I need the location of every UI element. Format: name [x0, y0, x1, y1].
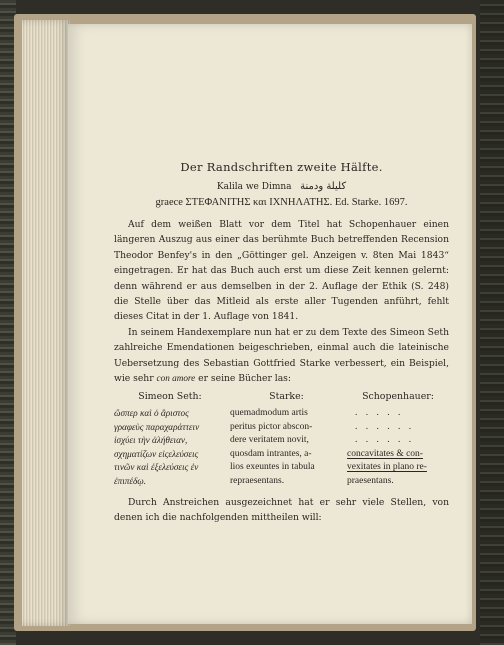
subheading-latin: Kalila we Dimna	[216, 182, 292, 192]
paragraph-2-latin: con amore	[156, 373, 196, 384]
greek-line: γραφεὺς παραχαράττειν	[114, 421, 200, 432]
latin-line: lios exeuntes in tabula	[230, 462, 315, 473]
column-starke	[226, 390, 343, 488]
ellipsis-line: . . . . .	[355, 408, 404, 419]
column-header-starke: Starke:	[269, 391, 304, 403]
column-header-simeon: Simeon Seth:	[138, 391, 202, 403]
greek-line: ὥσπερ καὶ ὁ ἄριστος	[114, 408, 189, 419]
paragraph-3: Durch Anstreichen ausgezeichnet hat er sehr viele Stellen, von denen ich die nachfolgenden mittheilen will:	[114, 496, 449, 524]
section-heading: Der Randschriften zweite Hälfte.	[180, 160, 383, 174]
latin-line: repraesentans.	[230, 476, 285, 487]
column-simeon-seth	[114, 390, 226, 488]
column-header-schopenhauer: Schopenhauer:	[362, 391, 434, 403]
latin-line: dere veritatem novit,	[230, 435, 309, 446]
paragraph-2	[114, 325, 449, 387]
book-cloth-right	[480, 0, 504, 645]
emendation-line: concavitates & con-	[347, 448, 423, 459]
column-schopenhauer	[343, 390, 449, 488]
latin-line: quosdam intrantes, a-	[230, 448, 312, 459]
ellipsis-line: . . . . . .	[355, 421, 415, 432]
greek-line: σχηματίζων εἰςελεύσεις	[114, 448, 199, 459]
paragraph-2-text: In seinem Handexemplare nun hat er zu dem Texte des Simeon Seth zahlreiche Emendationen beigeschrieben, einmal auch die lateinische Uebersetzung des Sebastian Gottfried Starke verbessert, ein Beispiel, wie sehr	[114, 326, 449, 385]
paragraph-1: Auf dem weißen Blatt vor dem Titel hat Schopenhauer einen längeren Auszug aus einer das berühmte Buch betreffenden Recension Theodor Benfey's in den „Göttinger gel. Anzeigen v. 8ten Mai 1843“ eingetragen. Er hat das Buch auch erst um diese Zeit kennen gelernt: denn während er aus demselben in der 2. Auflage der Ethik (S. 248) die Stelle über das Mitleid als erste aller Tugenden anführt, fehlt dieses Citat in der 1. Auflage von 1841.	[114, 219, 449, 323]
latin-line: peritus pictor abscon-	[230, 421, 313, 432]
paragraph-2-tail: er seine Bücher las:	[198, 373, 291, 385]
page-text	[114, 160, 449, 525]
greek-line: τινῶν καὶ ἐξελεύσεις ἐν	[114, 462, 199, 473]
greek-line: ἰσχύει τὴν ἀλήθειαν,	[114, 435, 188, 446]
greek-line: ἐπιπέδῳ.	[114, 476, 147, 487]
emendation-line: vexitates in plano re-	[347, 462, 427, 473]
comparison-columns	[114, 390, 449, 488]
subheading-arabic: كليلة ودمنة	[300, 181, 347, 192]
ellipsis-line: . . . . . .	[355, 435, 415, 446]
page-edges	[22, 20, 70, 626]
edition-line: graece ΣΤΕΦΑΝΙΤΗΣ και ΙΧΝΗΛΑΤΗΣ. Ed. Starke. 1697.	[155, 197, 408, 208]
emendation-line: praesentans.	[347, 476, 394, 487]
subheading	[114, 181, 449, 192]
latin-line: quemadmodum artis	[230, 408, 308, 419]
